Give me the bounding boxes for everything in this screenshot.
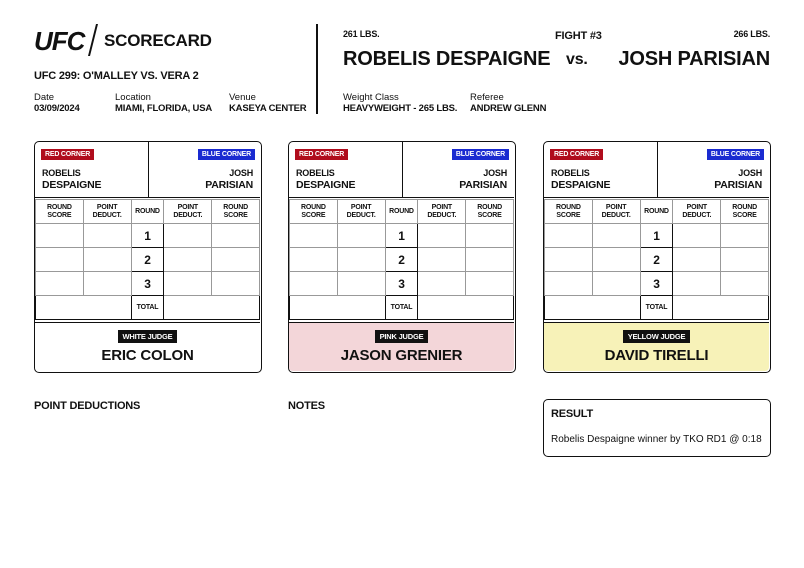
round-header: ROUND (385, 200, 418, 224)
blue-deduct-cell (418, 248, 466, 272)
blue-deduct-cell (418, 272, 466, 296)
judge-name: ERIC COLON (101, 347, 194, 364)
red-fighter-name: ROBELIS DESPAIGNE (343, 48, 551, 70)
red-corner-box (544, 142, 658, 198)
red-deduct-cell (337, 248, 385, 272)
red-total-cell (290, 296, 386, 320)
location-value: MIAMI, FLORIDA, USA (115, 103, 212, 114)
blue-total-cell (673, 296, 769, 320)
blue-score-cell (466, 248, 514, 272)
round-number: 2 (385, 248, 418, 272)
total-label: TOTAL (385, 296, 418, 320)
blue-corner-box (658, 142, 769, 198)
round-number: 1 (131, 224, 164, 248)
round-number: 1 (385, 224, 418, 248)
blue-score-cell (212, 224, 260, 248)
red-first-name: ROBELIS (551, 168, 590, 178)
blue-deduct-cell (164, 272, 212, 296)
result-title: RESULT (551, 408, 593, 420)
blue-score-cell (466, 272, 514, 296)
red-score-cell (545, 248, 593, 272)
blue-point-deduct-header: POINT DEDUCT. (673, 200, 721, 224)
blue-corner-box (403, 142, 514, 198)
blue-score-cell (212, 272, 260, 296)
vs-text: vs. (566, 51, 588, 68)
blue-total-cell (164, 296, 260, 320)
venue-label: Venue (229, 92, 256, 103)
red-weight: 261 LBS. (343, 29, 380, 39)
red-corner-box (35, 142, 149, 198)
red-last-name: DESPAIGNE (296, 179, 356, 191)
round-number: 3 (385, 272, 418, 296)
ufc-logo: UFC (34, 26, 85, 56)
judge-badge: YELLOW JUDGE (623, 330, 691, 343)
red-round-score-header: ROUND SCORE (290, 200, 338, 224)
red-deduct-cell (592, 248, 640, 272)
date-value: 03/09/2024 (34, 103, 80, 114)
blue-deduct-cell (164, 248, 212, 272)
judge-scorecard-2 (288, 141, 516, 373)
blue-last-name: PARISIAN (714, 179, 762, 191)
blue-corner-badge: BLUE CORNER (452, 149, 509, 160)
blue-point-deduct-header: POINT DEDUCT. (418, 200, 466, 224)
judge-footer (289, 322, 514, 371)
blue-deduct-cell (164, 224, 212, 248)
score-table (35, 199, 260, 320)
red-point-deduct-header: POINT DEDUCT. (83, 200, 131, 224)
round-number: 1 (640, 224, 673, 248)
red-corner-badge: RED CORNER (550, 149, 603, 160)
judge-name: DAVID TIRELLI (604, 347, 709, 364)
red-deduct-cell (337, 224, 385, 248)
red-score-cell (36, 248, 84, 272)
blue-last-name: PARISIAN (205, 179, 253, 191)
judge-scorecard-3 (543, 141, 771, 373)
round-header: ROUND (640, 200, 673, 224)
blue-first-name: JOSH (483, 168, 507, 178)
round-number: 3 (640, 272, 673, 296)
weight-class-value: HEAVYWEIGHT - 265 LBS. (343, 103, 458, 114)
blue-point-deduct-header: POINT DEDUCT. (164, 200, 212, 224)
red-deduct-cell (337, 272, 385, 296)
red-corner-badge: RED CORNER (41, 149, 94, 160)
judge-footer (35, 322, 260, 371)
red-last-name: DESPAIGNE (551, 179, 611, 191)
blue-corner-badge: BLUE CORNER (198, 149, 255, 160)
red-score-cell (36, 272, 84, 296)
red-round-score-header: ROUND SCORE (545, 200, 593, 224)
red-score-cell (290, 248, 338, 272)
round-number: 3 (131, 272, 164, 296)
blue-deduct-cell (673, 248, 721, 272)
blue-weight: 266 LBS. (733, 29, 770, 39)
round-number: 2 (131, 248, 164, 272)
judge-scorecard-1 (34, 141, 262, 373)
result-box (543, 399, 771, 457)
red-score-cell (545, 224, 593, 248)
judge-name: JASON GRENIER (340, 347, 463, 364)
blue-score-cell (721, 272, 769, 296)
venue-value: KASEYA CENTER (229, 103, 307, 114)
location-label: Location (115, 92, 151, 103)
round-number: 2 (640, 248, 673, 272)
red-last-name: DESPAIGNE (42, 179, 102, 191)
header-divider (316, 24, 318, 114)
red-point-deduct-header: POINT DEDUCT. (337, 200, 385, 224)
point-deductions-title: POINT DEDUCTIONS (34, 400, 141, 412)
red-deduct-cell (592, 272, 640, 296)
round-header: ROUND (131, 200, 164, 224)
blue-round-score-header: ROUND SCORE (466, 200, 514, 224)
red-score-cell (290, 224, 338, 248)
red-deduct-cell (592, 224, 640, 248)
red-score-cell (290, 272, 338, 296)
weight-class-label: Weight Class (343, 92, 399, 103)
blue-corner-box (149, 142, 260, 198)
date-label: Date (34, 92, 55, 103)
blue-fighter-name: JOSH PARISIAN (618, 48, 770, 70)
blue-round-score-header: ROUND SCORE (212, 200, 260, 224)
blue-score-cell (721, 224, 769, 248)
red-first-name: ROBELIS (42, 168, 81, 178)
blue-first-name: JOSH (738, 168, 762, 178)
total-label: TOTAL (640, 296, 673, 320)
blue-score-cell (466, 224, 514, 248)
red-total-cell (545, 296, 641, 320)
referee-value: ANDREW GLENN (470, 103, 547, 114)
blue-round-score-header: ROUND SCORE (721, 200, 769, 224)
red-point-deduct-header: POINT DEDUCT. (592, 200, 640, 224)
red-deduct-cell (83, 224, 131, 248)
red-round-score-header: ROUND SCORE (36, 200, 84, 224)
scorecard-title: SCORECARD (104, 31, 212, 50)
blue-corner-badge: BLUE CORNER (707, 149, 764, 160)
blue-deduct-cell (418, 224, 466, 248)
judge-badge: PINK JUDGE (375, 330, 429, 343)
judge-badge: WHITE JUDGE (118, 330, 178, 343)
blue-last-name: PARISIAN (459, 179, 507, 191)
blue-total-cell (418, 296, 514, 320)
red-corner-box (289, 142, 403, 198)
score-table (289, 199, 514, 320)
fight-number: FIGHT #3 (555, 30, 602, 42)
result-text: Robelis Despaigne winner by TKO RD1 @ 0:18 (551, 434, 762, 445)
referee-label: Referee (470, 92, 504, 103)
judge-footer (544, 322, 769, 371)
logo-divider (88, 24, 98, 56)
total-label: TOTAL (131, 296, 164, 320)
blue-score-cell (721, 248, 769, 272)
red-corner-badge: RED CORNER (295, 149, 348, 160)
notes-title: NOTES (288, 400, 325, 412)
blue-deduct-cell (673, 224, 721, 248)
blue-first-name: JOSH (229, 168, 253, 178)
red-deduct-cell (83, 272, 131, 296)
red-deduct-cell (83, 248, 131, 272)
event-name: UFC 299: O'MALLEY VS. VERA 2 (34, 70, 199, 82)
red-total-cell (36, 296, 132, 320)
red-score-cell (36, 224, 84, 248)
blue-deduct-cell (673, 272, 721, 296)
red-score-cell (545, 272, 593, 296)
blue-score-cell (212, 248, 260, 272)
red-first-name: ROBELIS (296, 168, 335, 178)
score-table (544, 199, 769, 320)
